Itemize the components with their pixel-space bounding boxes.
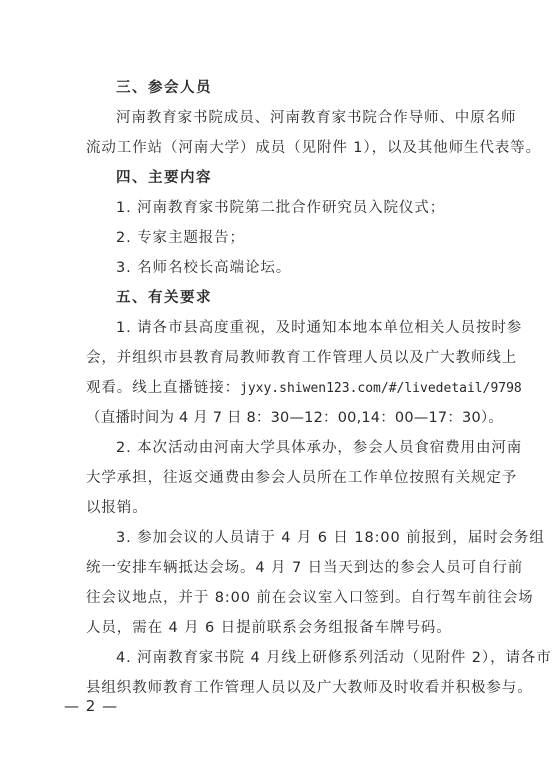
live-stream-link[interactable]: jyxy.shiwen123.com/#/livedetail/9798 [240, 381, 522, 396]
paragraph-line: 以报销。 [86, 500, 148, 516]
paragraph-line: 会，并组织市县教育局教师教育工作管理人员以及广大教师线上 [86, 350, 518, 366]
paragraph-line: 1. 请各市县高度重视，及时通知本地本单位相关人员按时参 [116, 320, 523, 336]
list-item: 3. 名师名校长高端论坛。 [116, 260, 292, 276]
paragraph-line: （直播时间为 4 月 7 日 8：30—12：00,14：00—17：30）。 [86, 410, 504, 426]
paragraph-line: 河南教育家书院成员、河南教育家书院合作导师、中原名师 [116, 110, 517, 126]
paragraph-line: 人员，需在 4 月 6 日提前联系会务组报备车牌号码。 [86, 620, 452, 636]
paragraph-text: 观看。线上直播链接： [86, 380, 240, 396]
paragraph-line: 2. 本次活动由河南大学具体承办，参会人员食宿费用由河南 [116, 440, 523, 456]
paragraph-line: 往会议地点，并于 8:00 前在会议室入口签到。自行驾车前往会场 [86, 590, 534, 606]
paragraph-line: 大学承担，往返交通费由参会人员所在工作单位按照有关规定予 [86, 470, 518, 486]
paragraph-line: 3. 参加会议的人员请于 4 月 6 日 18:00 前报到，届时会务组 [116, 530, 545, 546]
list-item: 2. 专家主题报告； [116, 230, 245, 246]
list-item: 1. 河南教育家书院第二批合作研究员入院仪式； [116, 200, 446, 216]
paragraph-line: 统一安排车辆抵达会场。4 月 7 日当天到达的参会人员可自行前 [86, 560, 524, 576]
paragraph-line [86, 378, 522, 399]
section-heading-requirements: 五、有关要求 [116, 290, 212, 306]
paragraph-line: 县组织教师教育工作管理人员以及广大教师及时收看并积极参与。 [86, 680, 533, 696]
paragraph-line: 流动工作站（河南大学）成员（见附件 1），以及其他师生代表等。 [86, 140, 541, 156]
section-heading-attendees: 三、参会人员 [116, 80, 212, 96]
page-number: — 2 — [64, 697, 119, 715]
section-heading-main-content: 四、主要内容 [116, 170, 212, 186]
paragraph-line: 4. 河南教育家书院 4 月线上研修系列活动（见附件 2），请各市 [116, 650, 552, 666]
